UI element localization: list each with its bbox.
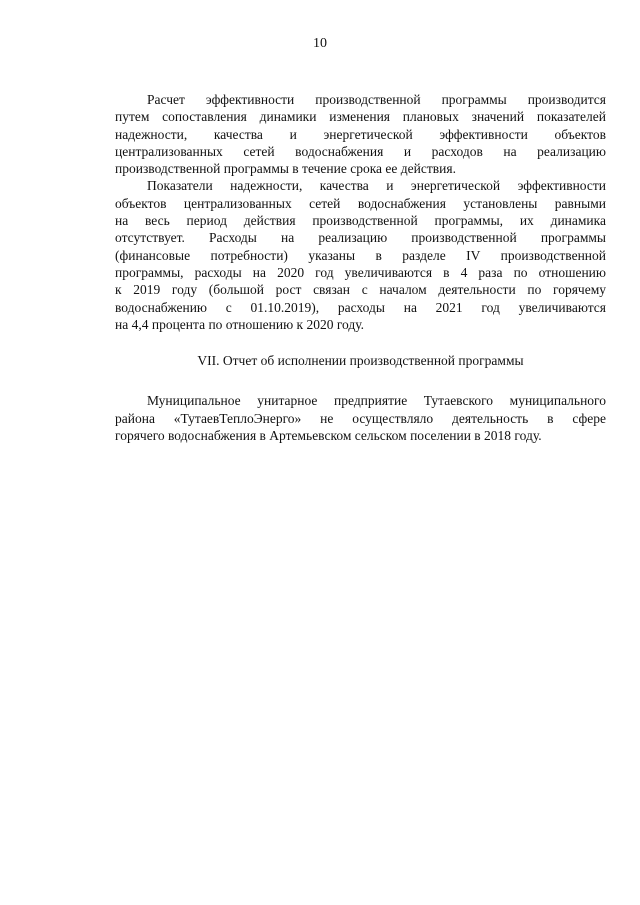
text-line: надежности, качества и энергетической эффективности объектов xyxy=(115,126,606,142)
document-body xyxy=(115,91,606,444)
text-line: на 4,4 процента по отношению к 2020 году. xyxy=(115,316,365,332)
text-line: централизованных сетей водоснабжения и расходов на реализацию xyxy=(115,143,606,159)
text-line: отсутствует. Расходы на реализацию производственной программы xyxy=(115,230,606,246)
text-line: путем сопоставления динамики изменения плановых значений показателей xyxy=(115,109,606,125)
paragraph-indicators xyxy=(115,177,606,333)
text-line: Муниципальное унитарное предприятие Тутаевского муниципального xyxy=(147,393,606,409)
text-line: Расчет эффективности производственной программы производится xyxy=(147,92,606,107)
text-line: к 2019 году (большой рост связан с началом деятельности по горячему xyxy=(115,282,606,298)
text-line: горячего водоснабжения в Артемьевском сельском поселении в 2018 году. xyxy=(115,428,542,444)
text-line: производственной программы в течение срока ее действия. xyxy=(115,161,456,177)
paragraph-report xyxy=(115,392,606,444)
text-line: объектов централизованных сетей водоснабжения установлены равными xyxy=(115,195,606,211)
text-line: района «ТутаевТеплоЭнерго» не осуществляло деятельность в сфере xyxy=(115,410,606,426)
text-line: (финансовые потребности) указаны в разделе IV производственной xyxy=(115,247,606,263)
text-line: программы, расходы на 2020 год увеличиваются в 4 раза по отношению xyxy=(115,264,606,280)
text-line: Показатели надежности, качества и энергетической эффективности xyxy=(147,178,606,194)
text-line: водоснабжению с 01.10.2019), расходы на 2021 год увеличиваются xyxy=(115,299,606,315)
text-line: на весь период действия производственной программы, их динамика xyxy=(115,213,606,229)
section-heading: VII. Отчет об исполнении производственной программы xyxy=(197,353,524,369)
paragraph-calculation xyxy=(115,91,606,177)
page-number: 10 xyxy=(313,36,327,51)
